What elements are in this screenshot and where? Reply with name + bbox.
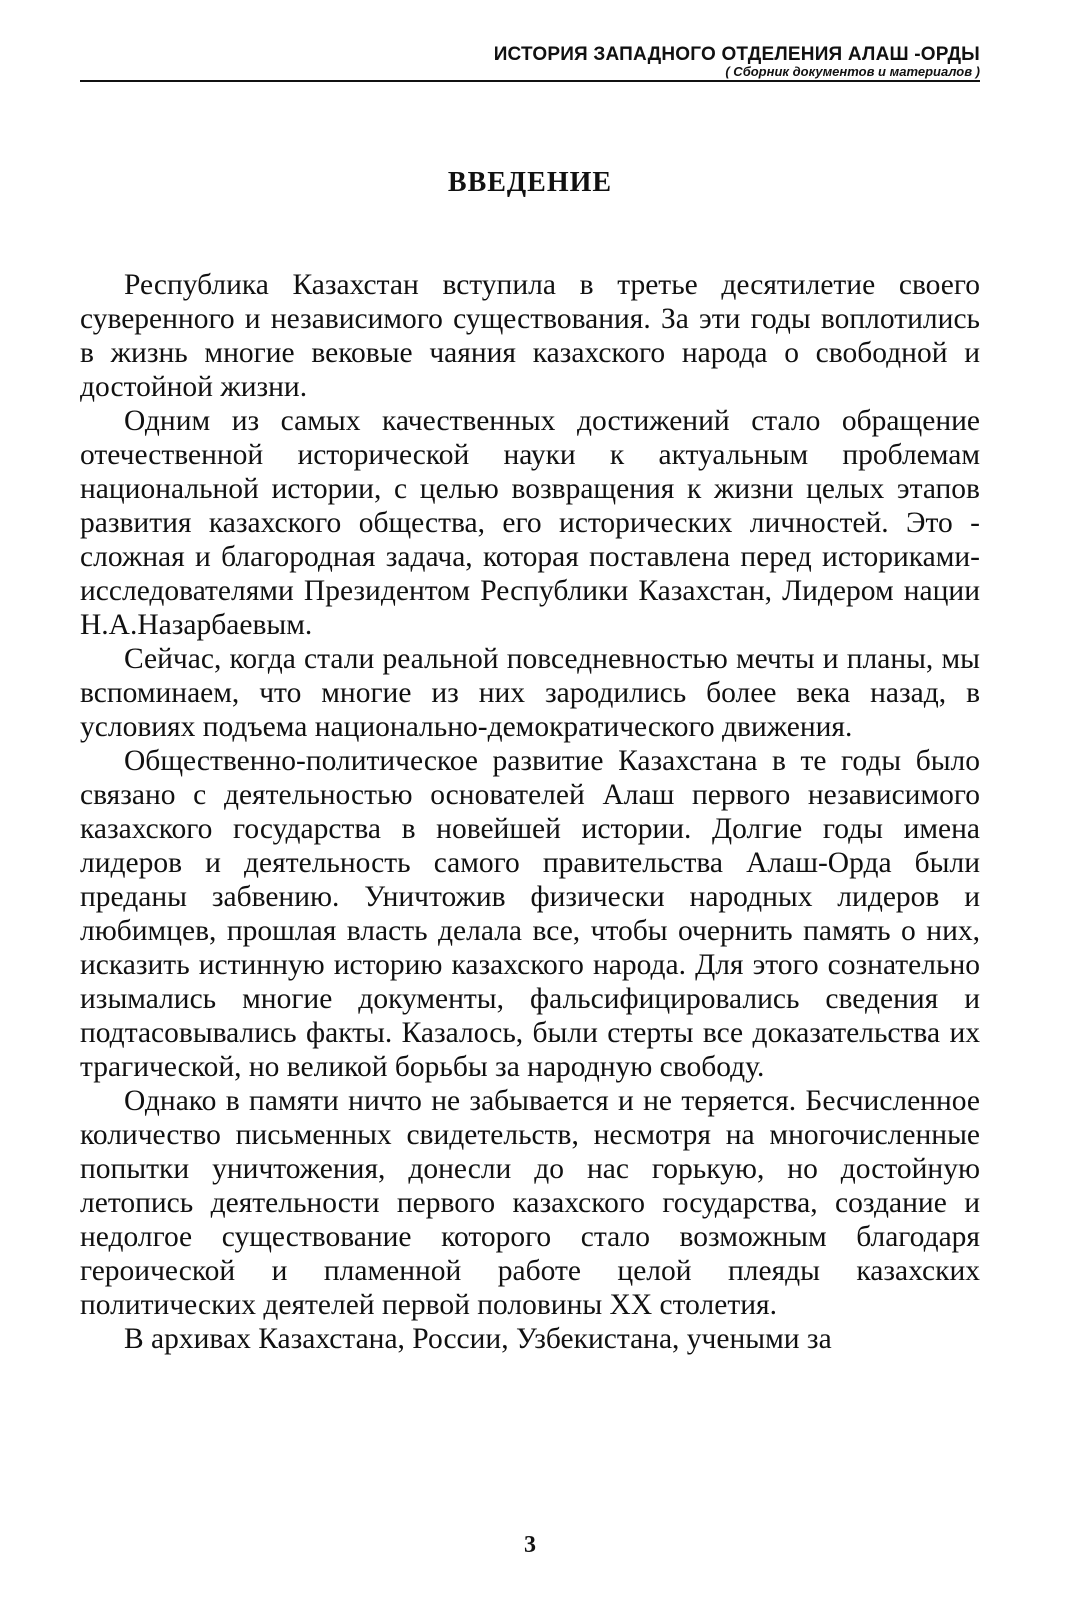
chapter-title: ВВЕДЕНИЕ — [447, 167, 613, 198]
running-header-subtitle: ( Сборник документов и материалов ) — [725, 64, 980, 79]
body-text — [80, 268, 980, 1356]
page-number: 3 — [524, 1532, 536, 1558]
header-rule — [80, 80, 980, 82]
paragraph: Сейчас, когда стали реальной повседневностью мечты и планы, мы вспоминаем, что многие из них зародились более века назад, в условиях подъема национально-демократического движения. — [80, 643, 980, 743]
paragraph: В архивах Казахстана, России, Узбекистана, учеными за — [124, 1323, 832, 1355]
paragraph: Одним из самых качественных достижений стало обращение отечественной исторической науки к актуальным проблемам национальной истории, с целью возвращения к жизни целых этапов развития казахского общества, его исторических личностей. Это - сложная и благородная задача, которая поставлена перед историками-исследователями Президентом Республики Казахстан, Лидером нации Н.А.Назарбаевым. — [80, 405, 980, 641]
running-header — [80, 44, 980, 79]
paragraph: Общественно-политическое развитие Казахстана в те годы было связано с деятельностью основателей Алаш первого независимого казахского государства в новейшей истории. Долгие годы имена лидеров и деятельность самого правительства Алаш-Орда были преданы забвению. Уничтожив физически народных лидеров и любимцев, прошлая власть делала все, чтобы очернить память о них, исказить истинную историю казахского народа. Для этого сознательно изымались многие документы, фальсифицировались сведения и подтасовывались факты. Казалось, были стерты все доказательства их трагической, но великой борьбы за народную свободу. — [80, 745, 980, 1083]
paragraph: Однако в памяти ничто не забывается и не теряется. Бесчисленное количество письменных свидетельств, несмотря на многочисленные попытки уничтожения, донесли до нас горькую, но достойную летопись деятельности первого казахского государства, создание и недолгое существование которого стало возможным благодаря героической и пламенной работе целой плеяды казахских политических деятелей первой половины XX столетия. — [80, 1085, 980, 1321]
running-header-title: ИСТОРИЯ ЗАПАДНОГО ОТДЕЛЕНИЯ АЛАШ -ОРДЫ — [493, 44, 980, 65]
paragraph: Республика Казахстан вступила в третье десятилетие своего суверенного и независимого существования. За эти годы воплотились в жизнь многие вековые чаяния казахского народа о свободной и достойной жизни. — [80, 269, 980, 403]
